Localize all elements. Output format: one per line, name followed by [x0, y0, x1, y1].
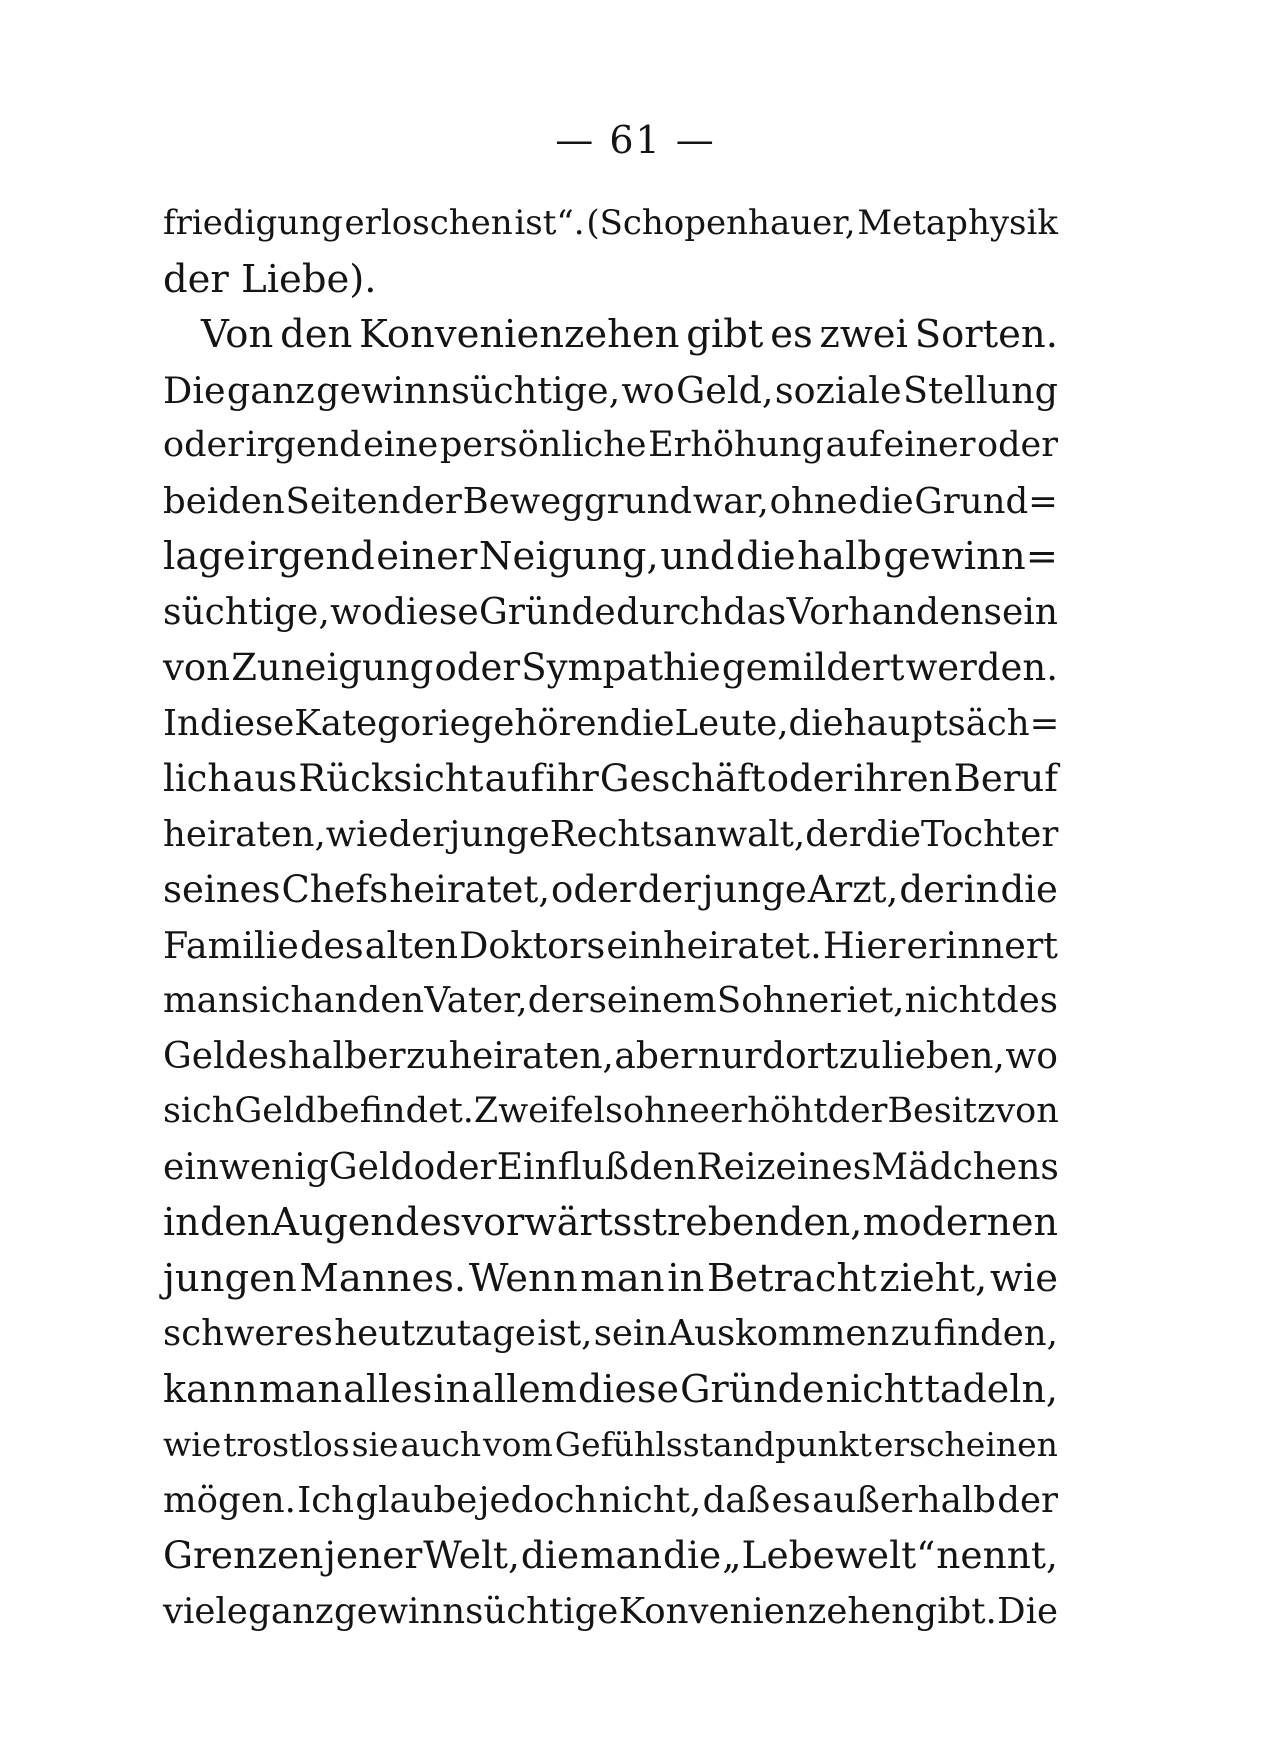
- word: aus: [232, 757, 298, 800]
- word: modernen: [862, 1200, 1058, 1244]
- word: gemildert: [721, 646, 905, 689]
- word: oder: [551, 868, 637, 911]
- word: Gründe: [479, 591, 616, 633]
- word: den: [199, 1200, 272, 1244]
- word: diese: [577, 1366, 679, 1411]
- word: Betracht: [706, 1255, 877, 1301]
- word: Metaphysik: [857, 203, 1058, 243]
- word: Liebe).: [241, 256, 377, 302]
- word: Zuneigung: [231, 646, 434, 689]
- word: wo: [1005, 1035, 1058, 1077]
- word: die: [520, 1533, 580, 1577]
- word: Mannes.: [299, 1255, 467, 1301]
- word: gewinn=: [883, 534, 1058, 579]
- text-line: [163, 973, 1058, 1029]
- word: in: [433, 1366, 471, 1411]
- text-line: [163, 363, 1058, 419]
- word: irgend: [245, 425, 362, 465]
- word: nicht: [904, 980, 996, 1021]
- word: Welt,: [423, 1533, 520, 1577]
- word: Sorten.: [914, 312, 1058, 357]
- word: gibt.: [914, 1590, 997, 1632]
- word: sich: [163, 1091, 235, 1131]
- word: in: [963, 868, 1000, 911]
- word: des: [395, 1200, 462, 1244]
- word: heiraten,: [448, 1035, 614, 1077]
- word: der: [527, 980, 589, 1021]
- word: Leute,: [674, 702, 789, 744]
- word: man: [163, 980, 241, 1021]
- text-line: [163, 918, 1058, 974]
- word: man: [258, 1366, 343, 1411]
- word: Rücksicht: [298, 757, 484, 800]
- word: auch: [400, 1425, 482, 1464]
- word: Grenzen: [163, 1533, 324, 1577]
- word: der: [997, 1479, 1058, 1521]
- word: das: [723, 591, 787, 633]
- word: jener: [324, 1533, 423, 1577]
- word: Stellung: [902, 368, 1058, 412]
- text-line: [163, 196, 1058, 252]
- word: den: [628, 1146, 697, 1188]
- text-line: [163, 807, 1058, 863]
- word: junge: [449, 813, 550, 855]
- word: war,: [692, 480, 769, 522]
- word: erscheinen: [873, 1425, 1058, 1464]
- word: die: [865, 813, 921, 855]
- word: der: [827, 1091, 888, 1131]
- word: junge: [702, 868, 807, 911]
- word: oder: [977, 425, 1058, 465]
- word: lage: [163, 534, 246, 579]
- word: man: [579, 1533, 663, 1577]
- word: nennt,: [936, 1533, 1058, 1577]
- word: Vater,: [424, 980, 528, 1021]
- word: viele: [163, 1590, 248, 1632]
- word: finden,: [933, 1313, 1058, 1354]
- word: gehören: [470, 702, 620, 744]
- word: Sohne: [716, 980, 830, 1021]
- word: alten: [364, 923, 458, 967]
- word: werden.: [905, 646, 1058, 689]
- text-line: [163, 1029, 1058, 1085]
- word: „Lebewelt“: [722, 1533, 936, 1577]
- word: Seiten: [285, 480, 401, 522]
- word: oder: [766, 757, 853, 800]
- word: Gründe: [680, 1366, 825, 1411]
- word: zwei: [819, 312, 908, 357]
- word: Doktors: [459, 923, 606, 967]
- word: von: [995, 1091, 1059, 1131]
- body-text: [163, 196, 1058, 1639]
- word: einer: [883, 425, 976, 465]
- word: In: [163, 702, 200, 744]
- word: riet,: [829, 980, 905, 1021]
- page-number: — 61 —: [555, 118, 716, 162]
- word: Konvenienzehen: [618, 1590, 915, 1632]
- word: friedigung: [163, 203, 343, 243]
- word: der: [637, 868, 701, 911]
- word: man: [580, 1255, 665, 1301]
- word: diese: [199, 702, 295, 744]
- word: Beweggrund: [462, 480, 693, 522]
- word: Besitz: [887, 1091, 996, 1131]
- word: nur: [697, 1035, 762, 1077]
- word: sein: [593, 1313, 668, 1354]
- word: lieben,: [881, 1035, 1005, 1077]
- text-line: [163, 474, 1058, 530]
- word: dort: [762, 1035, 839, 1077]
- word: alles: [343, 1366, 433, 1411]
- word: allem: [471, 1366, 577, 1411]
- word: von: [163, 646, 231, 689]
- text-line: [163, 751, 1058, 807]
- word: Sympathie: [521, 646, 721, 689]
- word: Reiz: [696, 1146, 776, 1188]
- word: Mädchens: [871, 1146, 1059, 1188]
- word: Ich: [297, 1479, 355, 1521]
- word: Hier: [822, 923, 906, 967]
- word: ein: [163, 1146, 220, 1188]
- word: der: [899, 868, 963, 911]
- word: des: [995, 980, 1058, 1021]
- word: kann: [163, 1366, 258, 1411]
- text-line: [163, 1473, 1058, 1529]
- text-line: [163, 1195, 1058, 1251]
- word: wenig: [219, 1146, 329, 1188]
- word: es: [293, 1313, 333, 1354]
- word: ist“.: [514, 203, 585, 243]
- word: eines: [775, 1146, 872, 1188]
- word: sich: [240, 980, 314, 1021]
- word: ohne: [769, 480, 858, 522]
- word: nicht: [825, 1366, 924, 1411]
- word: einheiratet.: [606, 923, 822, 967]
- word: Tochter: [921, 813, 1059, 855]
- word: oder: [413, 1146, 497, 1188]
- word: außerhalb: [812, 1479, 996, 1521]
- word: die: [735, 534, 796, 579]
- word: der: [401, 480, 462, 522]
- word: seines: [163, 868, 281, 911]
- word: der: [388, 813, 450, 855]
- word: Grund=: [914, 480, 1058, 522]
- word: Kategorie: [294, 702, 471, 744]
- word: an: [313, 980, 358, 1021]
- word: jungen: [163, 1255, 297, 1301]
- text-line: [163, 307, 1058, 363]
- word: heiratet,: [389, 868, 550, 911]
- word: Geschäft: [599, 757, 766, 800]
- word: wie: [163, 1425, 222, 1464]
- word: beiden: [163, 480, 285, 522]
- word: ihr: [545, 757, 599, 800]
- word: oder: [434, 646, 521, 689]
- word: Die: [163, 368, 226, 412]
- word: die: [662, 1533, 722, 1577]
- word: heutzutage: [334, 1313, 536, 1354]
- word: Chefs: [281, 868, 389, 911]
- word: erinnert: [906, 923, 1058, 967]
- word: Die: [997, 1590, 1058, 1632]
- word: und: [660, 534, 735, 579]
- word: halber: [287, 1035, 406, 1077]
- word: befindet.: [316, 1091, 474, 1131]
- word: persönliche: [439, 425, 647, 465]
- word: Neigung,: [478, 534, 659, 579]
- word: in: [163, 1200, 200, 1244]
- word: der: [163, 256, 229, 302]
- word: zu: [406, 1035, 449, 1077]
- text-line: [163, 1140, 1058, 1196]
- word: die: [1000, 868, 1058, 911]
- word: Arzt,: [807, 868, 899, 911]
- word: jedoch: [478, 1479, 598, 1521]
- word: den: [280, 312, 353, 357]
- word: wie: [989, 1255, 1058, 1301]
- text-line: [163, 252, 1058, 308]
- word: Augen: [271, 1200, 395, 1244]
- text-line: [163, 862, 1058, 918]
- word: einer: [376, 534, 478, 579]
- word: Einfluß: [496, 1146, 629, 1188]
- text-line: [163, 1306, 1058, 1362]
- word: nicht,: [598, 1479, 702, 1521]
- text-line: [163, 1251, 1058, 1307]
- word: lich: [163, 757, 232, 800]
- word: vom: [483, 1425, 553, 1464]
- word: die: [619, 702, 675, 744]
- word: auf: [825, 425, 882, 465]
- word: gibt: [686, 312, 764, 357]
- word: ganz: [226, 368, 315, 412]
- word: irgend: [247, 534, 375, 579]
- word: Auskommen: [668, 1313, 890, 1354]
- word: oder: [163, 425, 244, 465]
- word: diese: [383, 591, 479, 633]
- text-line: [163, 1417, 1058, 1473]
- word: Geld: [234, 1091, 317, 1131]
- word: wo: [330, 591, 383, 633]
- word: seinem: [588, 980, 717, 1021]
- word: ist,: [537, 1313, 593, 1354]
- word: Rechtsanwalt,: [549, 813, 806, 855]
- word: Konvenienzehen: [359, 312, 680, 357]
- word: Von: [201, 312, 274, 357]
- word: Geld,: [676, 368, 774, 412]
- word: durch: [616, 591, 723, 633]
- word: schwer: [163, 1313, 293, 1354]
- word: (Schopenhauer,: [586, 203, 856, 243]
- word: gewinnsüchtige,: [316, 368, 621, 412]
- word: zu: [890, 1313, 933, 1354]
- word: Gefühlsstandpunkt: [554, 1425, 872, 1464]
- word: auf: [484, 757, 545, 800]
- word: Geld: [328, 1146, 414, 1188]
- word: vorwärtsstrebenden,: [461, 1200, 863, 1244]
- text-line: [163, 640, 1058, 696]
- word: aber: [614, 1035, 698, 1077]
- word: eine: [363, 425, 439, 465]
- word: zu: [838, 1035, 882, 1077]
- text-line: [163, 1362, 1058, 1418]
- word: halb: [797, 534, 882, 579]
- word: Wenn: [468, 1255, 578, 1301]
- word: mögen.: [163, 1479, 296, 1521]
- word: soziale: [774, 368, 902, 412]
- word: die: [858, 480, 914, 522]
- word: wie: [325, 813, 389, 855]
- word: tadeln,: [924, 1366, 1058, 1411]
- word: erloschen: [344, 203, 513, 243]
- word: des: [299, 923, 364, 967]
- word: erhöht: [709, 1091, 828, 1131]
- word: heiraten,: [163, 813, 326, 855]
- word: süchtige,: [163, 591, 330, 633]
- text-line: [163, 585, 1058, 641]
- word: wo: [621, 368, 675, 412]
- word: gewinnsüchtige: [333, 1590, 619, 1632]
- word: Erhöhung: [648, 425, 825, 465]
- word: es: [771, 1479, 811, 1521]
- word: Vorhandensein: [786, 591, 1058, 633]
- word: glaube: [355, 1479, 478, 1521]
- text-line: [163, 1084, 1058, 1140]
- text-line: [163, 1584, 1058, 1640]
- word: sie: [351, 1425, 399, 1464]
- word: die: [788, 702, 844, 744]
- word: daß: [702, 1479, 771, 1521]
- word: es: [770, 312, 813, 357]
- word: den: [357, 980, 425, 1021]
- word: zieht,: [879, 1255, 988, 1301]
- text-line: [163, 1528, 1058, 1584]
- word: ganz: [248, 1590, 334, 1632]
- word: trostlos: [223, 1425, 350, 1464]
- text-line: [163, 696, 1058, 752]
- word: Familie: [163, 923, 299, 967]
- text-line: [163, 418, 1058, 474]
- word: Beruf: [953, 757, 1058, 800]
- word: Geldes: [163, 1035, 288, 1077]
- word: hauptsäch=: [843, 702, 1060, 744]
- word: Zweifelsohne: [473, 1091, 710, 1131]
- text-line: [163, 529, 1058, 585]
- word: der: [805, 813, 866, 855]
- word: in: [667, 1255, 705, 1301]
- word: ihren: [853, 757, 953, 800]
